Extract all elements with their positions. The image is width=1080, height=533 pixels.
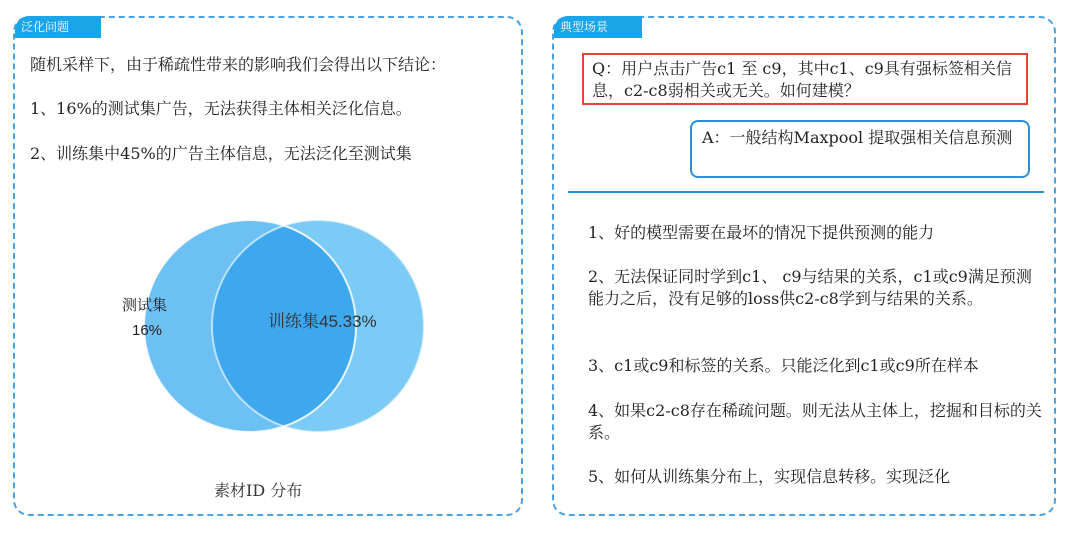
point-1: 1、好的模型需要在最坏的情况下提供预测的能力 <box>588 223 935 242</box>
test-set-value: 16% <box>132 322 163 339</box>
panel-tab-generalization: 泛化问题 <box>15 16 101 38</box>
point-2: 2、无法保证同时学到c1、 c9与结果的关系，c1或c9满足预测能力之后，没有足够的loss供c2-c8学到与结果的关系。 <box>588 267 1032 308</box>
point-3: 3、c1或c9和标签的关系。只能泛化到c1或c9所在样本 <box>588 356 979 375</box>
point-5: 5、如何从训练集分布上，实现信息转移。实现泛化 <box>588 467 951 486</box>
intro-text: 随机采样下，由于稀疏性带来的影响我们会得出以下结论： <box>30 55 447 74</box>
train-set-label: 训练集45.33% <box>268 312 377 331</box>
test-set-label: 测试集 <box>122 297 168 314</box>
question-box: Q：用户点击广告c1 至 c9，其中c1、c9具有强标签相关信息，c2-c8弱相关或无关。如何建模？ <box>582 53 1028 105</box>
point-4: 4、如果c2-c8存在稀疏问题。则无法从主体上，挖掘和目标的关系。 <box>588 401 1042 442</box>
venn-caption: 素材ID 分布 <box>214 481 303 500</box>
panel-tab-scenario: 典型场景 <box>554 16 642 38</box>
conclusion-1: 1、16%的测试集广告，无法获得主体相关泛化信息。 <box>30 99 412 118</box>
conclusion-2: 2、训练集中45%的广告主体信息，无法泛化至测试集 <box>30 144 412 163</box>
answer-box: A：一般结构Maxpool 提取强相关信息预测 <box>690 120 1030 178</box>
divider <box>568 191 1044 193</box>
